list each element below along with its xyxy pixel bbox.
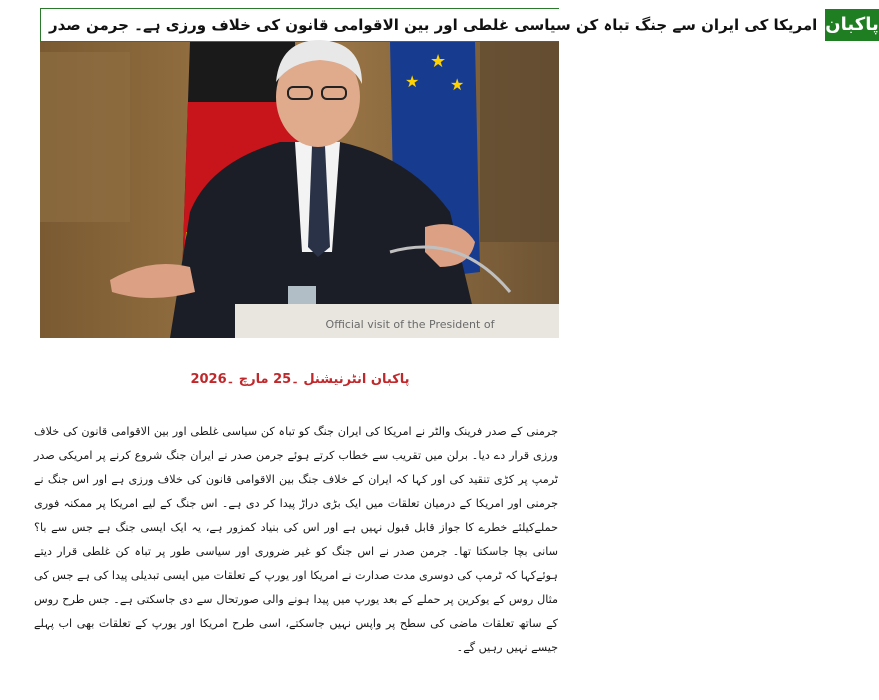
article-paragraph: جرمنی کے صدر فرینک والٹر نے امریکا کی ایران جنگ کو تباہ کن سیاسی غلطی اور بین الاقوامی قانون کی خلاف ورزی قرار دے دیا۔ برلن میں تقریب سے خطاب کرتے ہوئے جرمن صدر نے ایران جنگ شروع کرنے پر امریکی صدر ٹرمپ پر کڑی تنقید کی اور کہا کہ ایران کے خلاف جنگ بین الاقوامی قانون کی خلاف ورزی ہے اور اس جنگ نے جرمنی اور امریکا کے درمیان تعلقات میں ایک بڑی دراڑ پیدا کر دی ہے۔ اس جنگ کے لیے امریکا پر ممکنہ فوری حملےکیلئے خطرے کا جواز قابل قبول نہیں ہے اور اس کی بنیاد کمزور ہے، یہ ایک ایسی جنگ ہے جس سے با؟ سانی بچا جاسکتا تھا۔ جرمن صدر نے اس جنگ کو غیر ضروری اور سیاسی طور پر تباہ کن غلطی قرار دیتے ہوئےکہا کہ ٹرمپ کی دوسری مدت صدارت نے امریکا اور یورپ کے تعلقات میں ایسی تبدیلی پیدا کی ہے جس کی مثال روس کے یوکرین پر حملے کے بعد یورپ میں پیدا ہونے والی صورتحال سے دی جاسکتی ہے۔ جس طرح روس کے ساتھ تعلقات ماضی کی سطح پر واپس نہیں جاسکتے، اسی طرح امریکا اور یورپ کے تعلقات بھی اب پہلے جیسے نہیں رہیں گے۔ xyxy=(34,425,558,654)
headline: امریکا کی ایران سے جنگ تباہ کن سیاسی غلطی اور بین الاقوامی قانون کی خلاف ورزی ہے۔ جرمن صدر xyxy=(41,9,825,41)
svg-text:★: ★ xyxy=(430,51,447,72)
headline-bar xyxy=(40,8,879,42)
article-body xyxy=(34,420,558,660)
dateline: پاکبان انٹرنیشنل ۔25 مارچ ۔2026 xyxy=(190,372,410,387)
svg-text:★: ★ xyxy=(450,75,465,94)
brand-badge: پاکبان xyxy=(825,9,878,41)
podium-sign-text: Official visit of the President of xyxy=(325,318,495,331)
photo-illustration xyxy=(40,42,559,338)
svg-text:★: ★ xyxy=(405,72,420,91)
news-photo xyxy=(40,42,559,338)
